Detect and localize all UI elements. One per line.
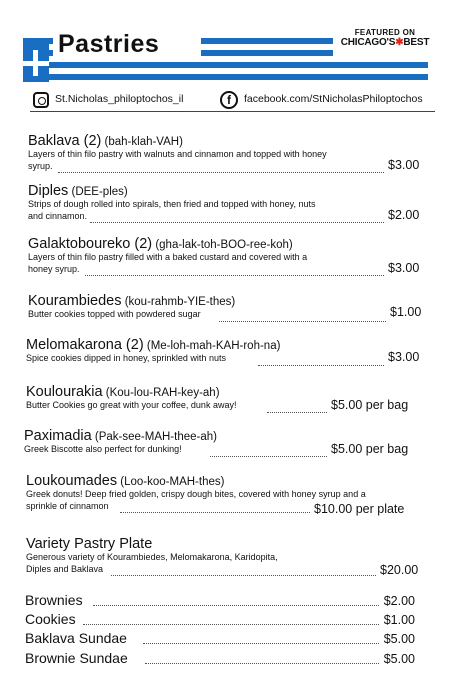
item-description: Generous variety of Kourambiedes, Melomakarona, Karidopita, — [26, 552, 278, 562]
item-pronunciation: (Loo-koo-MAH-thes) — [117, 476, 225, 488]
dotted-leader — [258, 365, 384, 366]
simple-item-label: Baklava Sundae — [25, 630, 127, 646]
instagram-icon[interactable] — [33, 92, 49, 108]
dotted-leader — [267, 412, 327, 413]
item-name: Kourambiedes (kou-rahmb-YIE-thes) — [28, 293, 236, 309]
simple-item-label: Cookies — [25, 611, 76, 627]
simple-menu-item — [25, 592, 415, 610]
simple-item-label: Brownies — [25, 592, 83, 608]
featured-badge: FEATURED ON CHICAGO'S✱BEST — [340, 28, 430, 48]
dotted-leader — [143, 643, 379, 644]
item-description: Spice cookies dipped in honey, sprinkled with nuts — [26, 353, 226, 363]
simple-item-label: Brownie Sundae — [25, 650, 128, 666]
item-price: $5.00 per bag — [331, 442, 409, 456]
simple-item-price: $1.00 — [383, 613, 415, 627]
menu-item — [26, 384, 420, 430]
item-description: Greek donuts! Deep fried golden, crispy dough bites, covered with honey syrup and a — [26, 489, 366, 499]
simple-menu-item — [25, 650, 415, 668]
dotted-leader — [145, 663, 379, 664]
flag-cross-icon — [23, 44, 49, 82]
menu-item — [28, 183, 420, 229]
dotted-leader — [85, 275, 384, 276]
item-description: Butter Cookies go great with your coffee, dunk away! — [26, 400, 237, 410]
item-price: $3.00 — [388, 261, 420, 275]
item-pronunciation: (DEE-ples) — [68, 186, 128, 198]
dotted-leader — [90, 222, 384, 223]
simple-item-price: $2.00 — [383, 594, 415, 608]
item-pronunciation: (Pak-see-MAH-thee-ah) — [91, 431, 217, 443]
item-description: Strips of dough rolled into spirals, then fried and topped with honey, nuts — [28, 199, 316, 209]
dotted-leader — [120, 512, 310, 513]
instagram-handle[interactable]: St.Nicholas_philoptochos_il — [55, 93, 184, 105]
dotted-leader — [83, 624, 379, 625]
dotted-leader — [93, 605, 379, 606]
item-price: $2.00 — [388, 208, 420, 222]
item-description-line2: sprinkle of cinnamon — [26, 500, 109, 511]
item-description: Greek Biscotte also perfect for dunking! — [24, 444, 182, 454]
simple-item-price: $5.00 — [383, 632, 415, 646]
item-description-line2: Diples and Baklava — [26, 563, 104, 574]
facebook-link[interactable]: facebook.com/StNicholasPhiloptochos — [244, 93, 423, 105]
page-title: Pastries — [58, 30, 160, 58]
item-description-line2: syrup. — [28, 160, 53, 171]
menu-item — [28, 133, 420, 179]
item-name: Paximadia (Pak-see-MAH-thee-ah) — [24, 428, 217, 444]
item-name: Diples (DEE-ples) — [28, 183, 128, 199]
item-price: $3.00 — [388, 158, 420, 172]
dotted-leader — [210, 456, 327, 457]
item-description: Layers of thin filo pastry with walnuts and cinnamon and topped with honey — [28, 149, 327, 159]
menu-item — [26, 536, 420, 582]
item-description-line2: honey syrup. — [28, 263, 80, 274]
item-description-line2: and cinnamon. — [28, 210, 88, 221]
dotted-leader — [219, 321, 386, 322]
item-pronunciation: (Me-loh-mah-KAH-roh-na) — [143, 340, 281, 352]
item-pronunciation: (bah-klah-VAH) — [101, 136, 183, 148]
menu-item — [26, 473, 420, 519]
item-name: Loukoumades (Loo-koo-MAH-thes) — [26, 473, 225, 489]
item-name: Variety Pastry Plate — [26, 536, 153, 552]
item-description: Butter cookies topped with powdered sugar — [28, 309, 201, 319]
star-icon: ✱ — [395, 37, 404, 48]
menu-item — [24, 428, 420, 474]
item-pronunciation: (Kou-lou-RAH-key-ah) — [102, 387, 220, 399]
item-price: $5.00 per bag — [331, 398, 409, 412]
menu-item — [28, 236, 420, 282]
menu-item — [28, 293, 420, 339]
item-name: Koulourakia (Kou-lou-RAH-key-ah) — [26, 384, 220, 400]
simple-menu-item — [25, 611, 415, 629]
item-pronunciation: (kou-rahmb-YIE-thes) — [121, 296, 236, 308]
menu-item — [26, 337, 420, 383]
facebook-icon[interactable]: f — [220, 91, 238, 109]
item-price: $10.00 per plate — [314, 502, 405, 516]
item-pronunciation: (gha-lak-toh-BOO-ree-koh) — [152, 239, 293, 251]
item-name: Melomakarona (2) (Me-loh-mah-KAH-roh-na) — [26, 337, 281, 353]
item-name: Baklava (2) (bah-klah-VAH) — [28, 133, 183, 149]
social-bar — [30, 88, 435, 114]
simple-item-price: $5.00 — [383, 652, 415, 666]
item-description: Layers of thin filo pastry filled with a baked custard and covered with a — [28, 252, 308, 262]
item-price: $3.00 — [388, 350, 420, 364]
simple-menu-item — [25, 630, 415, 648]
dotted-leader — [58, 172, 384, 173]
item-price: $1.00 — [390, 305, 422, 319]
item-price: $20.00 — [380, 563, 419, 577]
item-name: Galaktoboureko (2) (gha-lak-toh-BOO-ree-koh) — [28, 236, 293, 252]
dotted-leader — [111, 575, 376, 576]
